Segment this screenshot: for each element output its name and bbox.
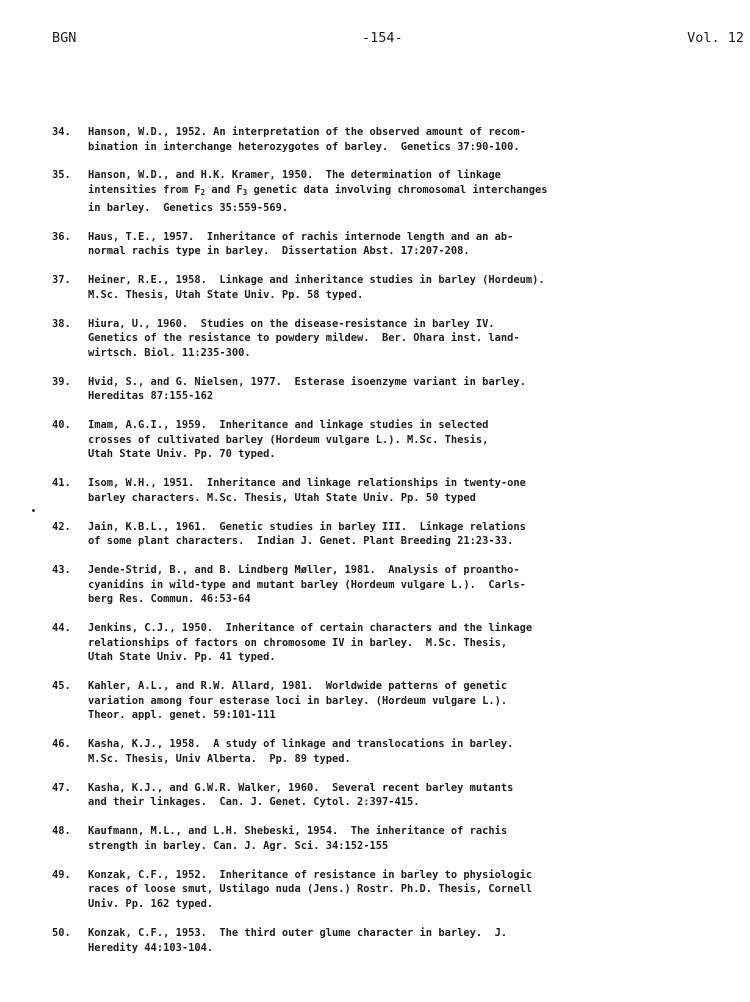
reference-line: intensities from $F_2$ and $F_3$ genetic data involving chromosomal interchanges	[88, 184, 548, 198]
reference-line: and their linkages. Can. J. Genet. Cytol. 2:397-415.	[88, 796, 420, 809]
reference-line: Utah State Univ. Pp. 70 typed.	[88, 448, 276, 461]
volume-label: Vol. 12	[687, 30, 744, 46]
reference-line: cyanidins in wild-type and mutant barley (Hordeum vulgare L.). Carls-	[88, 578, 526, 591]
reference-text	[88, 230, 633, 259]
reference-line: Kasha, K.J., and G.W.R. Walker, 1960. Several recent barley mutants	[88, 781, 514, 794]
reference-line: Hanson, W.D., 1952. An interpretation of the observed amount of recom-	[88, 126, 526, 138]
page-number: -154-	[362, 30, 403, 46]
reference-line: Kasha, K.J., 1958. A study of linkage and translocations in barley.	[88, 738, 514, 751]
reference-line: Konzak, C.F., 1952. Inheritance of resistance in barley to physiologic	[88, 868, 533, 881]
reference-line: Jain, K.B.L., 1961. Genetic studies in barley III. Linkage relations	[88, 520, 526, 533]
reference-number: 42.	[52, 520, 71, 533]
reference-number: 37.	[52, 274, 71, 287]
reference-line: Jenkins, C.J., 1950. Inheritance of certain characters and the linkage	[88, 622, 533, 635]
reference-number: 44.	[52, 622, 71, 635]
reference-number: 34.	[52, 126, 71, 138]
reference-entry	[0, 563, 750, 607]
reference-number: 48.	[52, 825, 71, 838]
reference-number: 47.	[52, 781, 71, 794]
reference-entry	[0, 926, 750, 955]
reference-line: Kahler, A.L., and R.W. Allard, 1981. Worldwide patterns of genetic	[88, 680, 508, 693]
reference-number: 50.	[52, 926, 71, 939]
reference-line: Heredity 44:103-104.	[88, 941, 214, 954]
reference-line: strength in barley. Can. J. Agr. Sci. 34:152-155	[88, 839, 389, 852]
reference-line: of some plant characters. Indian J. Genet. Plant Breeding 21:23-33.	[88, 535, 514, 548]
reference-entry	[0, 476, 750, 505]
reference-line: M.Sc. Thesis, Utah State Univ. Pp. 58 typed.	[88, 288, 364, 301]
reference-text	[88, 125, 633, 154]
reference-entry	[0, 520, 750, 549]
reference-line: berg Res. Commun. 46:53-64	[88, 593, 251, 606]
reference-number: 46.	[52, 738, 71, 751]
reference-text	[88, 679, 633, 723]
reference-number: 36.	[52, 230, 71, 243]
reference-line: wirtsch. Biol. 11:235-300.	[88, 346, 251, 359]
reference-line: Univ. Pp. 162 typed.	[88, 898, 214, 911]
reference-entry	[0, 868, 750, 912]
reference-line: Heiner, R.E., 1958. Linkage and inheritance studies in barley (Hordeum).	[88, 274, 545, 287]
reference-text	[88, 418, 633, 462]
reference-text	[88, 168, 633, 215]
reference-text	[88, 781, 633, 810]
reference-line: in barley. Genetics 35:559-569.	[88, 201, 289, 214]
reference-line: Jende-Strid, B., and B. Lindberg Møller, 1981. Analysis of proantho-	[88, 564, 520, 577]
reference-text	[88, 824, 633, 853]
reference-line: bination in interchange heterozygotes of barley. Genetics 37:90-100.	[88, 140, 520, 153]
reference-entry	[0, 317, 750, 361]
reference-line: Utah State Univ. Pp. 41 typed.	[88, 651, 276, 664]
reference-text	[88, 621, 633, 665]
reference-line: Imam, A.G.I., 1959. Inheritance and linkage studies in selected	[88, 419, 489, 432]
reference-line: Hiura, U., 1960. Studies on the disease-resistance in barley IV.	[88, 317, 495, 330]
reference-text	[88, 868, 633, 912]
reference-line: Genetics of the resistance to powdery mildew. Ber. Ohara inst. land-	[88, 332, 520, 345]
reference-number: 45.	[52, 680, 71, 693]
reference-line: Hvid, S., and G. Nielsen, 1977. Esterase isoenzyme variant in barley.	[88, 375, 526, 388]
reference-text	[88, 737, 633, 766]
reference-text	[88, 520, 633, 549]
reference-entry	[0, 737, 750, 766]
reference-text	[88, 476, 633, 505]
reference-line: Isom, W.H., 1951. Inheritance and linkage relationships in twenty-one	[88, 477, 526, 490]
reference-entry	[0, 375, 750, 404]
reference-line: Hereditas 87:155-162	[88, 390, 214, 403]
reference-entry	[0, 781, 750, 810]
reference-line: normal rachis type in barley. Dissertation Abst. 17:207-208.	[88, 245, 470, 258]
reference-text	[88, 926, 633, 955]
reference-line: M.Sc. Thesis, Univ Alberta. Pp. 89 typed.	[88, 752, 351, 765]
reference-number: 41.	[52, 477, 71, 490]
reference-line: Haus, T.E., 1957. Inheritance of rachis internode length and an ab-	[88, 230, 514, 243]
page-header	[0, 30, 750, 50]
reference-number: 43.	[52, 564, 71, 577]
reference-line: Kaufmann, M.L., and L.H. Shebeski, 1954. The inheritance of rachis	[88, 825, 508, 838]
reference-entry	[0, 621, 750, 665]
reference-text	[88, 563, 633, 607]
reference-entry	[0, 125, 750, 154]
reference-entry	[0, 273, 750, 302]
reference-text	[88, 375, 633, 404]
reference-text	[88, 273, 633, 302]
reference-number: 38.	[52, 317, 71, 330]
reference-line: Theor. appl. genet. 59:101-111	[88, 709, 276, 722]
reference-number: 35.	[52, 169, 71, 182]
reference-list	[0, 125, 750, 969]
reference-entry	[0, 679, 750, 723]
reference-entry	[0, 418, 750, 462]
reference-line: Konzak, C.F., 1953. The third outer glume character in barley. J.	[88, 926, 508, 939]
reference-number: 39.	[52, 375, 71, 388]
reference-line: relationships of factors on chromosome IV in barley. M.Sc. Thesis,	[88, 636, 508, 649]
reference-entry	[0, 824, 750, 853]
reference-line: races of loose smut, Ustilago nuda (Jens.) Rostr. Ph.D. Thesis, Cornell	[88, 883, 533, 896]
reference-line: Hanson, W.D., and H.K. Kramer, 1950. The determination of linkage	[88, 169, 501, 182]
reference-entry	[0, 168, 750, 215]
reference-line: variation among four esterase loci in barley. (Hordeum vulgare L.).	[88, 694, 508, 707]
journal-abbreviation: BGN	[52, 30, 77, 46]
reference-line: barley characters. M.Sc. Thesis, Utah State Univ. Pp. 50 typed	[88, 491, 476, 504]
reference-number: 40.	[52, 419, 71, 432]
reference-number: 49.	[52, 868, 71, 881]
reference-entry	[0, 230, 750, 259]
reference-line: crosses of cultivated barley (Hordeum vulgare L.). M.Sc. Thesis,	[88, 433, 489, 446]
reference-text	[88, 317, 633, 361]
